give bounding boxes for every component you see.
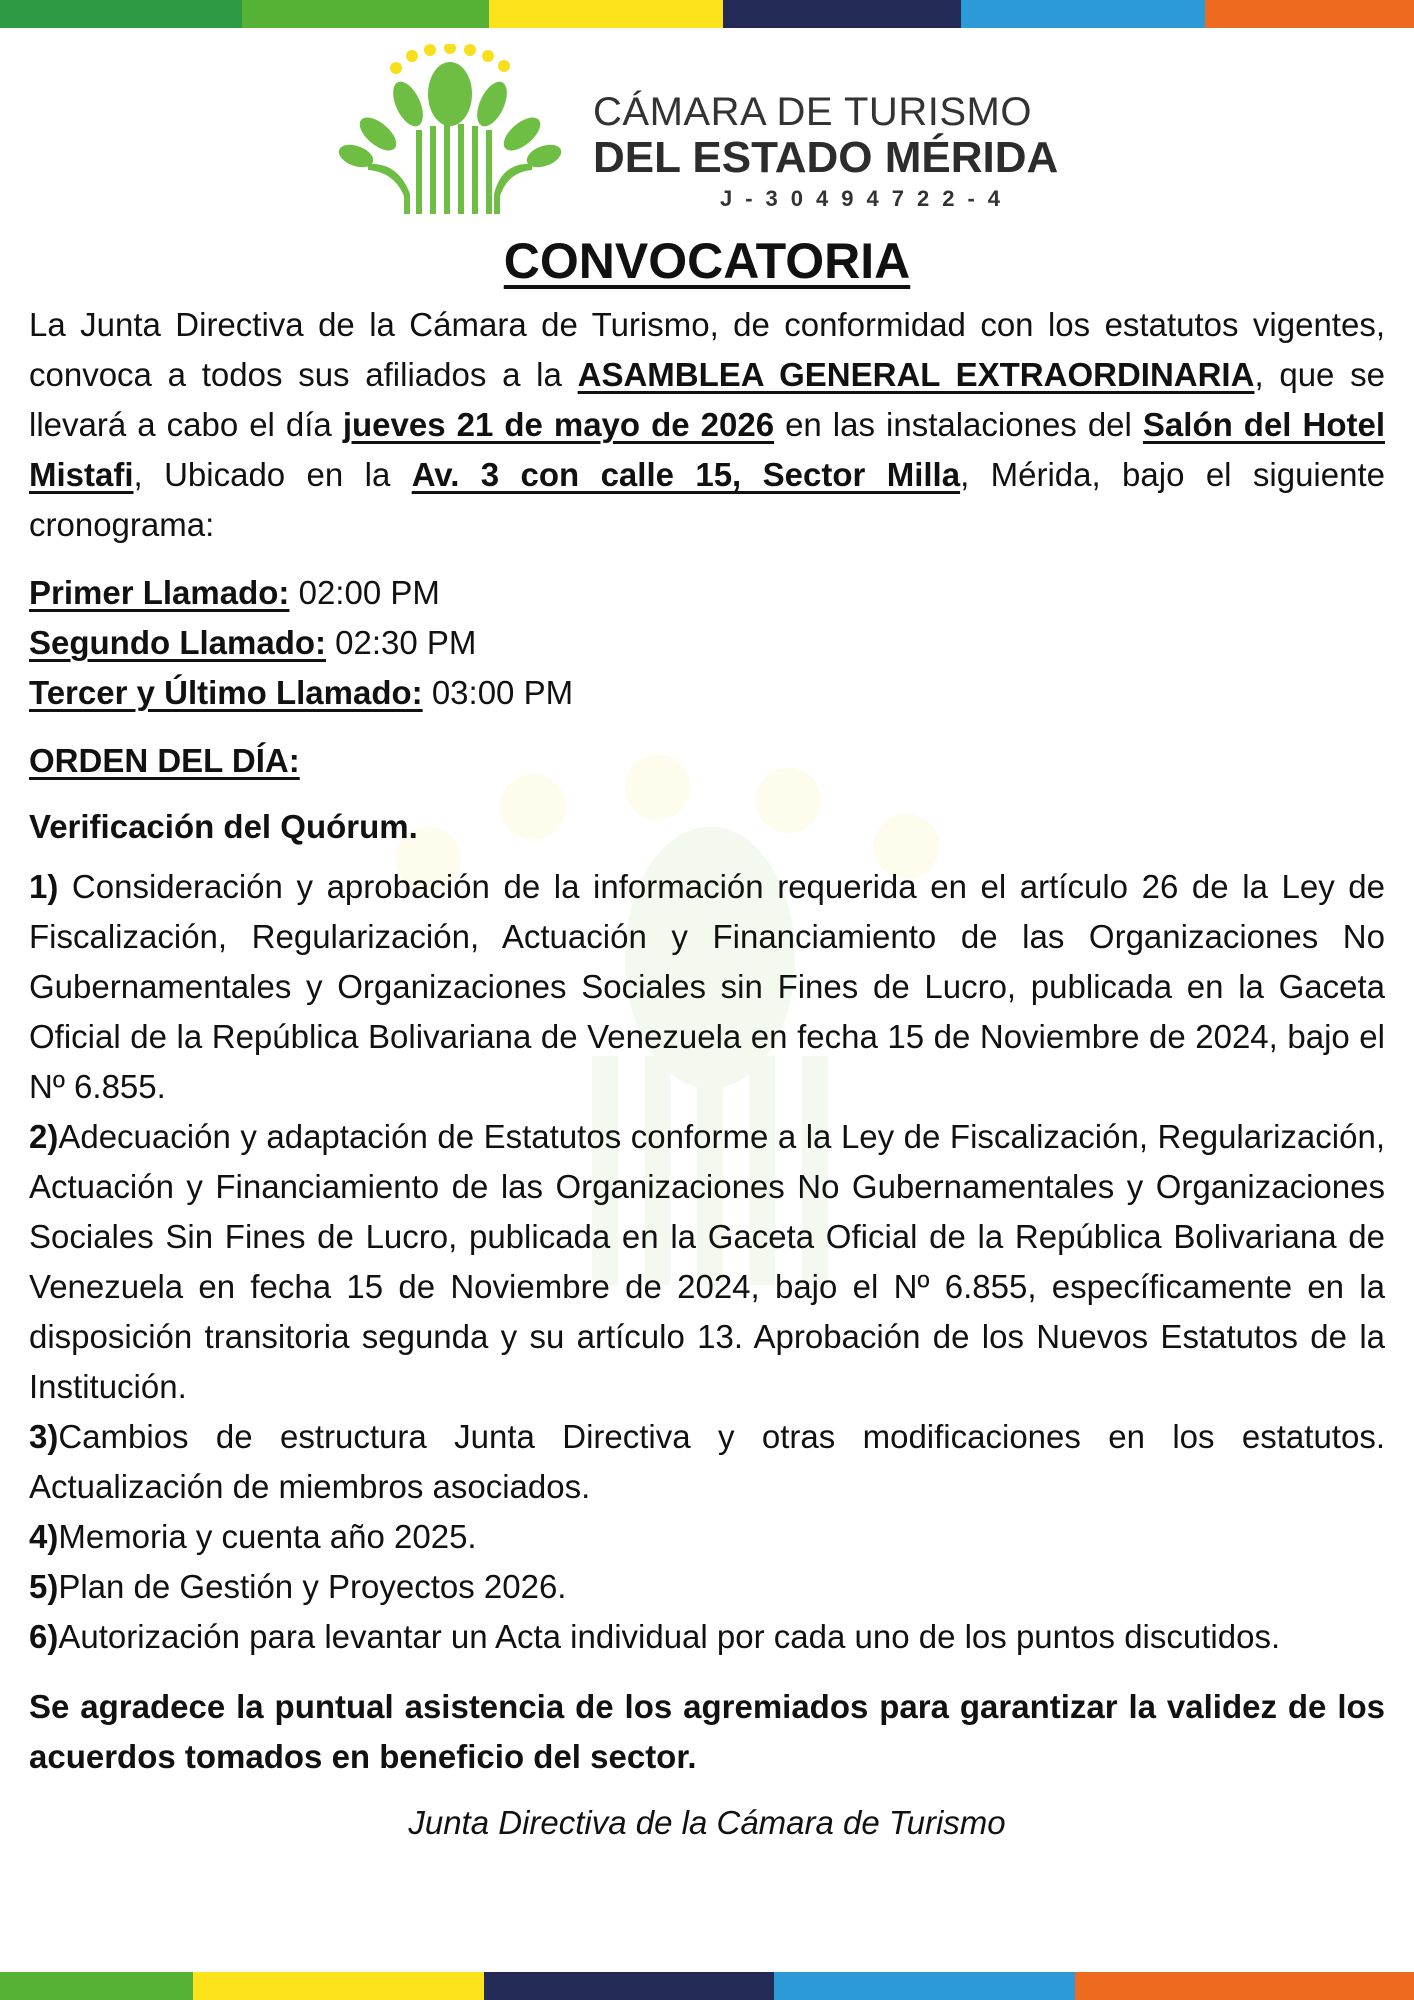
top-color-stripe	[0, 0, 1414, 28]
schedule-label: Tercer y Último Llamado:	[29, 674, 423, 711]
schedule-label: Segundo Llamado:	[29, 624, 326, 661]
org-name-line2: DEL ESTADO MÉRIDA	[593, 133, 1059, 182]
venue-name: Salón del Hotel Mistafi	[29, 406, 1385, 493]
intro-text-1: La Junta Directiva de la Cámara de Turismo, de conformidad con los estatutos vigentes, convoca a todos sus afiliados a la	[29, 306, 1385, 393]
stripe-green	[242, 0, 489, 28]
agenda-item	[29, 862, 1385, 1112]
agenda-item-number: 4)	[29, 1518, 59, 1555]
schedule-time: 02:00 PM	[298, 574, 440, 611]
document-title: CONVOCATORIA	[503, 233, 911, 289]
stripe-orange	[1205, 0, 1414, 28]
org-name	[593, 92, 1058, 180]
header	[0, 40, 1414, 220]
org-rif: J-30494722-4	[720, 186, 1014, 211]
agenda-item-text: Cambios de estructura Junta Directiva y otras modificaciones en los estatutos. Actualización de miembros asociados.	[29, 1418, 1385, 1505]
closing-statement: Se agradece la puntual asistencia de los agremiados para garantizar la validez de los acuerdos tomados en beneficio del sector.	[29, 1688, 1385, 1775]
agenda-item-text: Plan de Gestión y Proyectos 2026.	[58, 1568, 567, 1605]
venue-address: Av. 3 con calle 15, Sector Milla	[411, 456, 961, 493]
camara-logo-icon	[338, 44, 570, 216]
schedule	[29, 568, 1385, 718]
agenda-item	[29, 1112, 1385, 1412]
stripe-blue	[774, 1972, 1075, 2000]
org-name-line1: CÁMARA DE TURISMO	[593, 90, 1032, 134]
bottom-color-stripe	[0, 1972, 1414, 2000]
agenda-item-number: 6)	[29, 1618, 59, 1655]
agenda-item-text: Autorización para levantar un Acta individual por cada uno de los puntos discutidos.	[58, 1618, 1281, 1655]
stripe-blue	[961, 0, 1205, 28]
schedule-item	[29, 618, 1385, 668]
stripe-navy	[484, 1972, 774, 2000]
schedule-label: Primer Llamado:	[29, 574, 290, 611]
schedule-time: 03:00 PM	[431, 674, 574, 711]
assembly-date: jueves 21 de mayo de 2026	[342, 406, 775, 443]
agenda-item-text: Adecuación y adaptación de Estatutos conforme a la Ley de Fiscalización, Regularización, Actuación y Financiamiento de las Organizaciones No Gubernamentales y Organizaciones Sociales Sin Fines de Lucro, publicada en la Gaceta Oficial de la República Bolivariana de Venezuela en fecha 15 de Noviembre de 2024, bajo el Nº 6.855, específicamente en la disposición transitoria segunda y su artículo 13. Aprobación de los Nuevos Estatutos de la Institución.	[29, 1118, 1385, 1405]
schedule-time: 02:30 PM	[335, 624, 477, 661]
intro-text-2: , que se llevará a cabo el día	[29, 356, 1385, 443]
stripe-green	[0, 1972, 193, 2000]
agenda-title-row	[29, 736, 1385, 786]
intro-text-4: , Ubicado en la	[133, 456, 412, 493]
agenda-item-number: 1)	[29, 868, 59, 905]
schedule-item	[29, 568, 1385, 618]
intro-text-5: , Mérida, bajo el siguiente cronograma:	[29, 456, 1385, 543]
stripe-navy	[723, 0, 961, 28]
schedule-item	[29, 668, 1385, 718]
agenda-list	[29, 862, 1385, 1662]
stripe-green-dark	[0, 0, 242, 28]
agenda-item	[29, 1512, 1385, 1562]
document-body	[29, 232, 1385, 1848]
agenda-item-text: Consideración y aprobación de la información requerida en el artículo 26 de la Ley de Fiscalización, Regularización, Actuación y Financiamiento de las Organizaciones No Gubernamentales y Organizaciones Sociales sin Fines de Lucro, publicada en la Gaceta Oficial de la República Bolivariana de Venezuela en fecha 15 de Noviembre de 2024, bajo el Nº 6.855.	[29, 868, 1385, 1105]
agenda-title: ORDEN DEL DÍA:	[29, 742, 300, 779]
agenda-item-number: 5)	[29, 1568, 59, 1605]
signature: Junta Directiva de la Cámara de Turismo	[408, 1804, 1006, 1841]
stripe-yellow	[193, 1972, 484, 2000]
agenda-item	[29, 1562, 1385, 1612]
intro-paragraph	[29, 300, 1385, 550]
assembly-name: ASAMBLEA GENERAL EXTRAORDINARIA	[577, 356, 1255, 393]
agenda-item	[29, 1412, 1385, 1512]
agenda-item-text: Memoria y cuenta año 2025.	[58, 1518, 477, 1555]
agenda-item-number: 3)	[29, 1418, 59, 1455]
stripe-yellow	[489, 0, 723, 28]
quorum-verification: Verificación del Quórum.	[29, 808, 418, 845]
intro-text-3: en las instalaciones del	[774, 406, 1143, 443]
agenda-item-number: 2)	[29, 1118, 59, 1155]
stripe-orange	[1075, 1972, 1414, 2000]
agenda-item	[29, 1612, 1385, 1662]
